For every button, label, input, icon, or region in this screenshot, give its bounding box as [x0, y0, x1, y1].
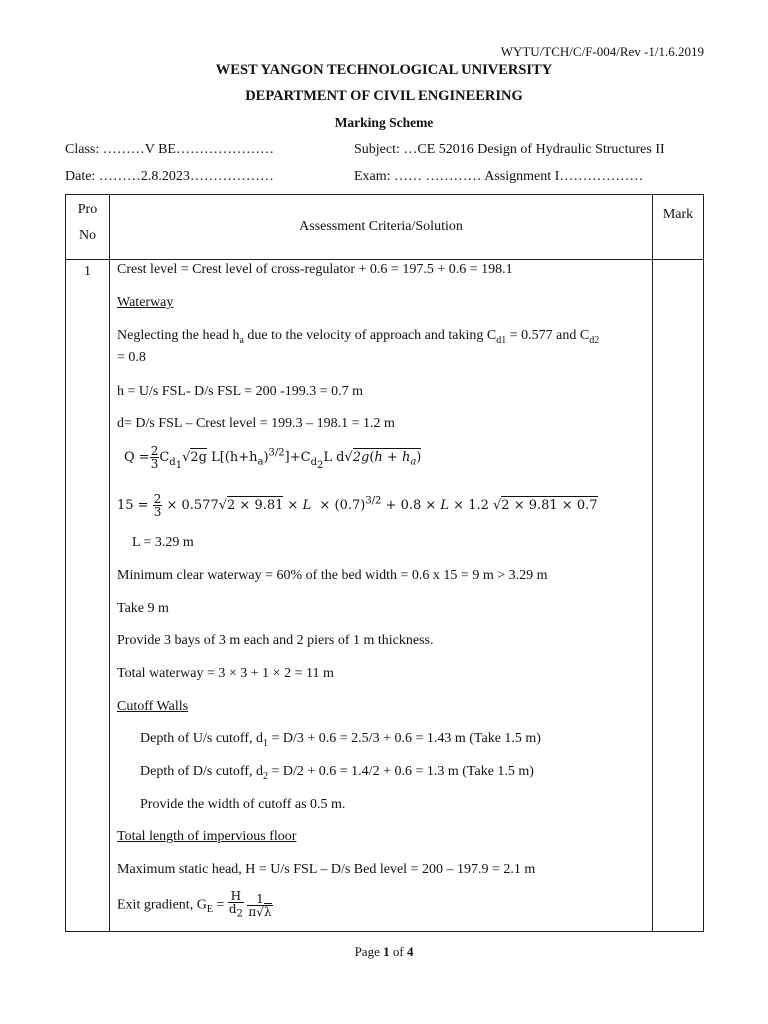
- page-prefix: Page: [354, 944, 384, 959]
- cutoff-heading: Cutoff Walls: [117, 699, 189, 714]
- cutoff-width-line: Provide the width of cutoff as 0.5 m.: [140, 797, 346, 812]
- problem-number: 1: [66, 260, 110, 932]
- university-name: WEST YANGON TECHNOLOGICAL UNIVERSITY: [215, 62, 553, 78]
- total-waterway-line: Total waterway = 3 × 3 + 1 × 2 = 11 m: [117, 666, 334, 681]
- header-mark: Mark: [653, 195, 704, 260]
- waterway-heading: Waterway: [117, 295, 174, 310]
- page-footer: [0, 944, 768, 960]
- static-head-line: Maximum static head, H = U/s FSL – D/s Bed level = 200 – 197.9 = 2.1 m: [117, 862, 536, 877]
- marking-table: [65, 194, 704, 932]
- us-cutoff-line: Depth of U/s cutoff, $d_1 = D/3 + 0.6 = 2.5/3 + 0.6 = 1.43$ m (Take 1.5 m): [140, 731, 541, 749]
- bays-line: Provide 3 bays of 3 m each and 2 piers of 1 m thickness.: [117, 633, 434, 648]
- document-reference: WYTU/TCH/C/F-004/Rev -1/1.6.2019: [500, 44, 704, 59]
- table-header-row: [66, 195, 704, 260]
- L-result: L = 3.29 m: [132, 535, 194, 550]
- take-9-line: Take 9 m: [117, 601, 169, 616]
- page-number: 1: [383, 944, 390, 959]
- substituted-formula: 15 = $\frac{2}{3}$ × $0.577√2 \times 9.81 \times L \times (0.7)^{3/2} + 0.8 \times L \times 1.2$ √2 × 9.81 × 0.7: [117, 492, 598, 519]
- discharge-formula: Q = $\frac{2}{3}$ $C_{d_1}√2g$ $L[(h+h_a)^{3/2}]+C_{d_2}L$ $d√2g(h + h_a)$: [124, 444, 422, 471]
- page-total: 4: [406, 944, 414, 959]
- min-waterway-line: Minimum clear waterway = 60% of the bed width = 0.6 x 15 = 9 m > 3.29 m: [117, 568, 548, 583]
- mark-cell: [653, 260, 704, 932]
- table-row: [66, 260, 704, 932]
- subject-field: Subject: …CE 52016 Design of Hydraulic Structures II: [354, 142, 665, 157]
- class-field: Class: ………V BE…………………: [65, 142, 274, 157]
- exit-gradient-line: Exit gradient, $G_E$ = $\frac{H}{d_2}$ $\frac{1}{\pi√\lambda}$: [117, 889, 272, 920]
- solution-cell: [110, 260, 653, 932]
- h-equation: h = U/s FSL- D/s FSL = 200 -199.3 = 0.7 m: [117, 384, 364, 399]
- header-pro-label: Pro: [77, 202, 98, 217]
- header-criteria: Assessment Criteria/Solution: [110, 195, 653, 260]
- neglect-line-cont: = 0.8: [117, 350, 146, 365]
- scheme-title: Marking Scheme: [334, 115, 434, 130]
- header-pro-no: [66, 195, 110, 260]
- header-no-label: No: [78, 228, 97, 243]
- floor-heading: Total length of impervious floor: [117, 829, 297, 844]
- crest-line: Crest level = Crest level of cross-regulator + 0.6 = 197.5 + 0.6 = 198.1: [117, 262, 513, 277]
- date-field: Date: ………2.8.2023………………: [65, 169, 274, 184]
- neglect-line: Neglecting the head $h_a$ due to the velocity of approach and taking $C_{d1} = 0.577$ and $C_{d2}$: [117, 328, 600, 346]
- d-equation: d= D/s FSL – Crest level = 199.3 – 198.1 = 1.2 m: [117, 416, 395, 431]
- ds-cutoff-line: Depth of D/s cutoff, $d_2 = D/2 + 0.6 = 1.4/2 + 0.6 = 1.3$ m (Take 1.5 m): [140, 764, 534, 782]
- exam-field: Exam: …… ………… Assignment I………………: [354, 169, 644, 184]
- department-name: DEPARTMENT OF CIVIL ENGINEERING: [245, 88, 523, 104]
- page-of: of: [389, 944, 407, 959]
